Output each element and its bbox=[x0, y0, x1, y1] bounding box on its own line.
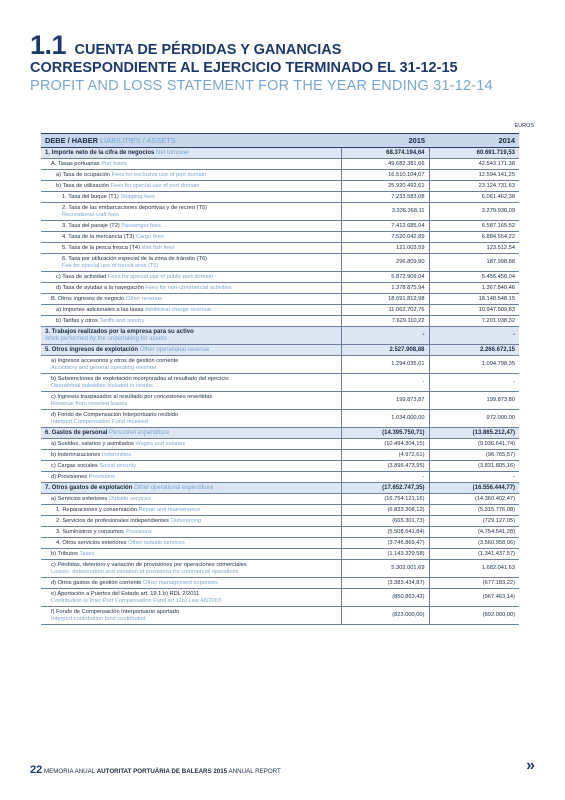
value-2015: - bbox=[341, 472, 429, 483]
value-2015: 199.873,87 bbox=[341, 392, 429, 410]
row-label-es: 4. Tasa de la mercancía (T3) bbox=[62, 233, 135, 240]
value-2014: 3.279.938,09 bbox=[429, 203, 519, 221]
row-description bbox=[41, 159, 341, 170]
row-description bbox=[41, 305, 341, 316]
value-2014: 6.587.165,52 bbox=[429, 221, 519, 232]
row-label-es: b) Tasa de utilización bbox=[56, 182, 110, 189]
row-description bbox=[41, 483, 341, 494]
row-label-en: Shipping fees bbox=[120, 193, 155, 200]
table-row bbox=[41, 450, 519, 461]
table-row bbox=[41, 345, 519, 356]
row-description bbox=[41, 516, 341, 527]
value-2015: (16.754.121,16) bbox=[341, 494, 429, 505]
value-2014: 1.367.840,46 bbox=[429, 283, 519, 294]
row-description bbox=[41, 549, 341, 560]
footer-entity: AUTORITAT PORTUÀRIA DE BALEARS 2015 bbox=[96, 768, 228, 775]
table-row bbox=[41, 607, 519, 625]
row-label-es: 7. Otros gastos de explotación bbox=[45, 484, 133, 491]
value-2015: 68.374.194,64 bbox=[341, 148, 429, 159]
value-2014: 6.884.654,22 bbox=[429, 232, 519, 243]
table-row bbox=[41, 232, 519, 243]
value-2015: 5.302.001,69 bbox=[341, 560, 429, 578]
row-label-es: b) Indemnizaciones bbox=[51, 451, 101, 458]
row-label-es: c) Tasa de actividad bbox=[56, 273, 107, 280]
row-label-en: Fees for non-commercial activities bbox=[145, 284, 232, 291]
row-label-es: 1. Reparaciones y conservación bbox=[56, 506, 137, 513]
value-2015: - bbox=[341, 374, 429, 392]
row-description bbox=[41, 232, 341, 243]
row-description bbox=[41, 607, 341, 625]
table-row bbox=[41, 203, 519, 221]
row-description bbox=[41, 410, 341, 428]
page-header bbox=[30, 30, 535, 95]
header-label bbox=[41, 134, 341, 148]
table-row bbox=[41, 483, 519, 494]
value-2014: 199.873,80 bbox=[429, 392, 519, 410]
value-2015: (850.863,43) bbox=[341, 589, 429, 607]
value-2014: (5.315.776,08) bbox=[429, 505, 519, 516]
value-2014: 5.456.458,04 bbox=[429, 272, 519, 283]
row-label-en: Interport Compensation Fund received bbox=[51, 418, 149, 425]
value-2015: (6.833.308,12) bbox=[341, 505, 429, 516]
table-row bbox=[41, 461, 519, 472]
value-2015: - bbox=[341, 327, 429, 345]
row-label-es: c) Pérdidas, deterioro y variación de provisiones por operaciones comerciales bbox=[51, 562, 247, 569]
table-header-row bbox=[41, 134, 519, 148]
row-description bbox=[41, 538, 341, 549]
value-2014: (677.183,22) bbox=[429, 578, 519, 589]
table-row bbox=[41, 254, 519, 272]
title-english: PROFIT AND LOSS STATEMENT FOR THE YEAR ENDING 31-12-14 bbox=[30, 78, 493, 94]
value-2015: (17.652.747,35) bbox=[341, 483, 429, 494]
row-label-en: Provisions bbox=[88, 473, 115, 480]
value-2015: (3.896.473,95) bbox=[341, 461, 429, 472]
table-row bbox=[41, 516, 519, 527]
row-label-en: Port taxes bbox=[101, 160, 127, 167]
row-label-es: 4. Otros servicios exteriores bbox=[56, 539, 127, 546]
table-row bbox=[41, 538, 519, 549]
value-2015: (4.972,61) bbox=[341, 450, 429, 461]
row-label-en: Fees for special use of port domain bbox=[110, 182, 200, 189]
row-label-en: Recreational craft fees bbox=[62, 211, 119, 218]
row-label-es: 6. Gastos de personal bbox=[45, 429, 108, 436]
value-2014: 1.682.041,63 bbox=[429, 560, 519, 578]
value-2014: (892.000,00) bbox=[429, 607, 519, 625]
header-label-en: LIABILITIES / ASSETS bbox=[100, 136, 176, 145]
row-label-en: Fee for special use of transit area (T6) bbox=[62, 262, 159, 269]
value-2014: 60.691.719,53 bbox=[429, 148, 519, 159]
table-row bbox=[41, 527, 519, 538]
table-row bbox=[41, 410, 519, 428]
row-label-en: Taxes bbox=[79, 550, 95, 557]
table-row bbox=[41, 374, 519, 392]
value-2014: 972.000,00 bbox=[429, 410, 519, 428]
units-label: EUROS bbox=[514, 123, 534, 129]
row-label-es: A. Tasas portuarias bbox=[51, 160, 100, 167]
row-description bbox=[41, 192, 341, 203]
row-description bbox=[41, 243, 341, 254]
row-description bbox=[41, 148, 341, 159]
row-label-en: Outsourcing bbox=[170, 517, 202, 524]
value-2015: 7.629.110,22 bbox=[341, 316, 429, 327]
row-description bbox=[41, 450, 341, 461]
row-label-es: 1. Tasa del buque (T1) bbox=[62, 193, 119, 200]
row-description bbox=[41, 203, 341, 221]
row-label-en: Other operational revenue bbox=[139, 346, 210, 353]
value-2014: 10.947.509,83 bbox=[429, 305, 519, 316]
row-label-en: Wet fish fees bbox=[141, 244, 175, 251]
row-label-es: b) Subvenciones de explotación incorporadas al resultado del ejercicio bbox=[51, 376, 229, 383]
row-label-en: Cargo fees bbox=[135, 233, 164, 240]
row-description bbox=[41, 578, 341, 589]
value-2014: 42.543.171,38 bbox=[429, 159, 519, 170]
table-row bbox=[41, 170, 519, 181]
row-label-es: c) Ingresos traspasados al resultado por concesiones revertidas bbox=[51, 394, 213, 401]
row-label-es: 5. Otros ingresos de explotación bbox=[45, 346, 139, 353]
value-2015: 3.336.368,11 bbox=[341, 203, 429, 221]
table-row bbox=[41, 305, 519, 316]
row-description bbox=[41, 494, 341, 505]
value-2015: (10.494.304,15) bbox=[341, 439, 429, 450]
value-2014: (1.341.437,57) bbox=[429, 549, 519, 560]
row-label-en: Losses, deterioration and variation of provisions for commercial operations bbox=[51, 568, 239, 575]
row-label-es: b) Tarifas y otros bbox=[56, 317, 98, 324]
table-row bbox=[41, 294, 519, 305]
value-2014: (14.360.402,47) bbox=[429, 494, 519, 505]
value-2014: (967.463,14) bbox=[429, 589, 519, 607]
value-2015: (5.508.641,84) bbox=[341, 527, 429, 538]
value-2014: 6.061.462,38 bbox=[429, 192, 519, 203]
table-row bbox=[41, 494, 519, 505]
row-description bbox=[41, 294, 341, 305]
value-2014: (4.754.541,28) bbox=[429, 527, 519, 538]
table-row bbox=[41, 181, 519, 192]
value-2015: (665.301,73) bbox=[341, 516, 429, 527]
row-label-en: Provisions bbox=[125, 528, 152, 535]
row-label-en: Social security bbox=[99, 462, 137, 469]
row-description bbox=[41, 272, 341, 283]
value-2014: 18.148.548,15 bbox=[429, 294, 519, 305]
value-2014: 1.094.798,35 bbox=[429, 356, 519, 374]
value-2015: 18.691.812,98 bbox=[341, 294, 429, 305]
row-label-en: Interport contribution fund contributed bbox=[51, 615, 146, 622]
row-label-es: d) Otros gastos de gestión corriente bbox=[51, 579, 142, 586]
table-row bbox=[41, 192, 519, 203]
footer-memoria: MEMORIA ANUAL bbox=[43, 768, 95, 775]
row-label-es: c) Cargas sociales bbox=[51, 462, 98, 469]
page-footer bbox=[30, 764, 281, 776]
row-label-en: Additional charge revenue bbox=[144, 306, 211, 313]
value-2015: (1.143.329,58) bbox=[341, 549, 429, 560]
value-2015: 16.510.104,07 bbox=[341, 170, 429, 181]
table-row bbox=[41, 283, 519, 294]
value-2014: (96.765,57) bbox=[429, 450, 519, 461]
row-description bbox=[41, 589, 341, 607]
value-2015: (3.383.434,87) bbox=[341, 578, 429, 589]
row-description bbox=[41, 374, 341, 392]
title-line-2: CORRESPONDIENTE AL EJERCICIO TERMINADO EL 31-12-15 bbox=[30, 60, 458, 76]
table-row bbox=[41, 472, 519, 483]
table-row bbox=[41, 589, 519, 607]
row-label-en: Other management expenses bbox=[143, 579, 218, 586]
table-row bbox=[41, 243, 519, 254]
row-label-es: a) Sueldos, salarios y asimilados bbox=[51, 440, 134, 447]
value-2015: 25.920.492,61 bbox=[341, 181, 429, 192]
row-description bbox=[41, 283, 341, 294]
value-2014: - bbox=[429, 374, 519, 392]
row-label-es: d) Fondo de Compensación Interportuario recibido bbox=[51, 412, 179, 419]
value-2015: 296.809,90 bbox=[341, 254, 429, 272]
row-label-es: a) Tasa de ocupación bbox=[56, 171, 110, 178]
table-row bbox=[41, 327, 519, 345]
value-2015: 49.682.381,66 bbox=[341, 159, 429, 170]
value-2014: 23.124.731,63 bbox=[429, 181, 519, 192]
table-row bbox=[41, 356, 519, 374]
table-row bbox=[41, 272, 519, 283]
value-2014: - bbox=[429, 327, 519, 345]
row-label-es: a) Servicios exteriores bbox=[51, 495, 108, 502]
title-line-1: CUENTA DE PÉRDIDAS Y GANANCIAS bbox=[74, 42, 342, 58]
table-row bbox=[41, 428, 519, 439]
value-2015: (14.395.750,71) bbox=[341, 428, 429, 439]
row-label-es: d) Provisiones bbox=[51, 473, 88, 480]
row-label-es: e) Aportación a Puertos del Estado art. 19.1.b) RDL 2/2011 bbox=[51, 591, 200, 598]
row-label-en: Indemnities bbox=[101, 451, 132, 458]
value-2015: 7.520.042,89 bbox=[341, 232, 429, 243]
value-2015: 1.294.035,01 bbox=[341, 356, 429, 374]
row-label-en: Operational subsidies included in results bbox=[51, 382, 153, 389]
table-row bbox=[41, 221, 519, 232]
row-description bbox=[41, 505, 341, 516]
row-label-es: d) Tasa de ayudas a la navegación bbox=[56, 284, 144, 291]
value-2015: 1.378.875,94 bbox=[341, 283, 429, 294]
row-label-en: Other outside services bbox=[128, 539, 185, 546]
row-label-en: Other revenue bbox=[125, 295, 163, 302]
row-label-es: 5. Tasa de la pesca fresca (T4) bbox=[62, 244, 140, 251]
row-label-es: 3. Tasa del pasaje (T2) bbox=[62, 222, 120, 229]
row-description bbox=[41, 472, 341, 483]
row-label-en: Repair and maintenance bbox=[138, 506, 201, 513]
value-2014: - bbox=[429, 472, 519, 483]
table-row bbox=[41, 159, 519, 170]
row-label-es: b) Tributos bbox=[51, 550, 78, 557]
row-label-en: Fees for exclusive use of port domain bbox=[111, 171, 207, 178]
value-2015: 5.872.909,04 bbox=[341, 272, 429, 283]
table-row bbox=[41, 148, 519, 159]
value-2014: (16.556.444,77) bbox=[429, 483, 519, 494]
next-page-arrow-icon[interactable]: » bbox=[526, 757, 535, 774]
header-year-2015: 2015 bbox=[341, 134, 429, 148]
value-2014: 2.266.672,15 bbox=[429, 345, 519, 356]
row-description bbox=[41, 327, 341, 345]
row-label-en: Work performed by the undertaking for assets bbox=[45, 335, 167, 342]
row-label-en: Outside services bbox=[108, 495, 151, 502]
row-label-en: Passenger fees bbox=[121, 222, 161, 229]
row-label-es: 2. Servicios de profesionales independientes bbox=[56, 517, 169, 524]
table-row bbox=[41, 560, 519, 578]
table-row bbox=[41, 316, 519, 327]
value-2015: 121.003,59 bbox=[341, 243, 429, 254]
value-2014: 7.201.038,32 bbox=[429, 316, 519, 327]
row-label-es: B. Otros ingresos de negocio bbox=[51, 295, 125, 302]
row-description bbox=[41, 170, 341, 181]
row-description bbox=[41, 439, 341, 450]
row-description bbox=[41, 254, 341, 272]
row-description bbox=[41, 461, 341, 472]
table-row bbox=[41, 392, 519, 410]
value-2015: 1.034.000,00 bbox=[341, 410, 429, 428]
value-2015: (3.746.869,47) bbox=[341, 538, 429, 549]
value-2014: 187.998,88 bbox=[429, 254, 519, 272]
row-label-en: Revenue from reverted leases bbox=[51, 400, 128, 407]
row-description bbox=[41, 221, 341, 232]
row-label-es: a) Importes adicionales a las tasas bbox=[56, 306, 144, 313]
row-description bbox=[41, 392, 341, 410]
row-description bbox=[41, 316, 341, 327]
row-label-en: Contribution to Inter-Port Compensation Fund art.11b) Law 48/2003 bbox=[51, 597, 221, 604]
value-2014: (3.560.958,06) bbox=[429, 538, 519, 549]
header-year-2014: 2014 bbox=[429, 134, 519, 148]
row-label-es: 6. Tasa por utilización especial de la zona de tránsito (T6) bbox=[62, 256, 208, 263]
value-2015: 7.412.685,04 bbox=[341, 221, 429, 232]
row-description bbox=[41, 560, 341, 578]
row-description bbox=[41, 428, 341, 439]
value-2015: 7.233.583,08 bbox=[341, 192, 429, 203]
row-description bbox=[41, 345, 341, 356]
row-description bbox=[41, 356, 341, 374]
row-label-es: 1. Importe neto de la cifra de negocios bbox=[45, 149, 155, 156]
table-row bbox=[41, 549, 519, 560]
page-number: 22 bbox=[30, 764, 43, 776]
section-number: 1.1 bbox=[30, 30, 67, 60]
value-2014: (13.865.212,47) bbox=[429, 428, 519, 439]
row-label-en: Net turnover bbox=[156, 149, 190, 156]
table-row bbox=[41, 439, 519, 450]
row-label-en: Fees for special use of public port domain bbox=[107, 273, 214, 280]
row-description bbox=[41, 181, 341, 192]
value-2015: (823.000,00) bbox=[341, 607, 429, 625]
value-2014: (9.936.641,74) bbox=[429, 439, 519, 450]
pl-table bbox=[41, 133, 519, 625]
row-label-en: Tariffs and sundry bbox=[99, 317, 145, 324]
row-label-es: f) Fondo de Compensación Interportuario aportado bbox=[51, 609, 180, 616]
row-label-en: Personnel expenditure bbox=[109, 429, 170, 436]
value-2014: 123.512,54 bbox=[429, 243, 519, 254]
row-label-es: a) Ingresos accesorios y otros de gestión corriente bbox=[51, 358, 179, 365]
row-label-en: Wages and salaries bbox=[135, 440, 186, 447]
table-body bbox=[41, 148, 519, 625]
row-label-en: Other operational expenditure bbox=[134, 484, 214, 491]
value-2014: 12.594.141,25 bbox=[429, 170, 519, 181]
footer-report: ANNUAL REPORT bbox=[228, 768, 281, 775]
table-row bbox=[41, 505, 519, 516]
row-label-en: Accessory and general operating revenue bbox=[51, 364, 157, 371]
value-2015: 2.527.908,88 bbox=[341, 345, 429, 356]
row-label-es: 3. Suministros y consumos bbox=[56, 528, 124, 535]
header-label-es: DEBE / HABER bbox=[45, 136, 98, 145]
value-2015: 11.062.702,76 bbox=[341, 305, 429, 316]
row-label-es: 2. Tasa de las embarcaciones deportivas y de recreo (T5) bbox=[62, 205, 207, 212]
table-row bbox=[41, 578, 519, 589]
value-2014: (3.831.805,16) bbox=[429, 461, 519, 472]
row-description bbox=[41, 527, 341, 538]
value-2014: (729.127,05) bbox=[429, 516, 519, 527]
row-label-es: 3. Trabajos realizados por la empresa para su activo bbox=[45, 329, 194, 336]
